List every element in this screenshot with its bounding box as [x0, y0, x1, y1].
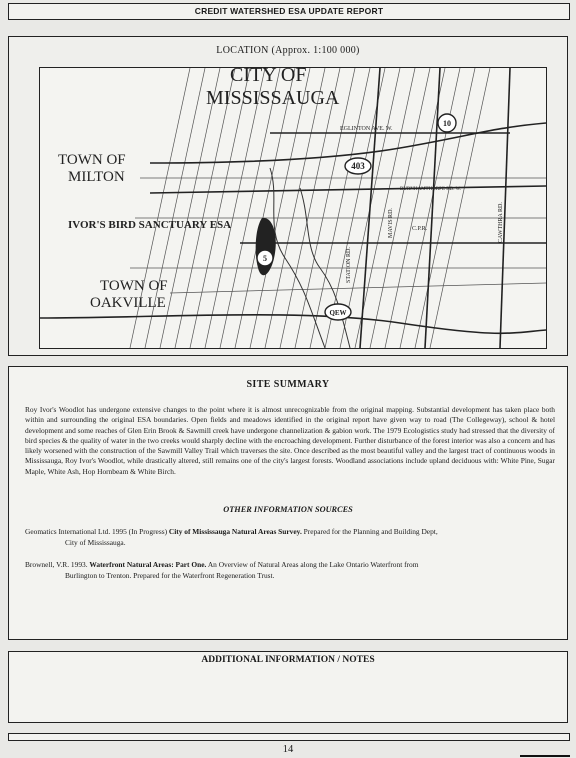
page-number: 14	[282, 744, 294, 755]
road-eglinton-label: EGLINTON AVE. W.	[340, 126, 393, 132]
reference-title: City of Mississauga Natural Areas Survey.	[168, 527, 302, 536]
location-section	[8, 36, 568, 356]
hwy-10-label: 10	[443, 119, 451, 128]
site-summary-title: SITE SUMMARY	[246, 379, 330, 390]
reference-rest: An Overview of Natural Areas along the Lake Ontario Waterfront from	[207, 560, 419, 569]
hwy-5-label: 5	[263, 254, 267, 263]
reference-lead: Geomatics International Ltd. 1995 (In Progress)	[25, 527, 168, 536]
reference-continuation: City of Mississauga.	[65, 537, 126, 547]
reference-item	[25, 527, 555, 548]
oakville-label-line1: TOWN OF	[100, 278, 168, 294]
oakville-label-line2: OAKVILLE	[90, 295, 166, 311]
report-title: CREDIT WATERSHED ESA UPDATE REPORT	[194, 6, 384, 16]
additional-notes-title: ADDITIONAL INFORMATION / NOTES	[201, 655, 375, 665]
corner-mark	[520, 755, 570, 757]
road-cawthra-label: CAWTHRA RD.	[498, 202, 504, 243]
hwy-qew-label: QEW	[329, 309, 347, 317]
other-sources-title: OTHER INFORMATION SOURCES	[223, 505, 353, 514]
road-station-label: STATION RD.	[346, 247, 352, 283]
reference-item	[25, 560, 555, 581]
site-summary-body: Roy Ivor's Woodlot has undergone extensive changes to the point where it is almost unrecognizable from the original mapping. Substantial development has taken place both within and surrounding the original ESA boundaries. Open fields and meadows identified in the original report have given way to road (The Collegeway), school & hotel development and some reaches of Glen Erin Brook & Sawmill creek have undergone channelization & gabion work. The 1979 Ecologistics study had stressed that the diversity of bird species & the quality of water in the two creeks would sharply decline with the encroaching development. Further disturbance of the forest interior was also a concern and has likely worsened with the construction of the Sawmill Valley Trail which traverses the site. Once described as the most beautiful valley and the largest tract of continuous woods in Mississauga, Roy Ivor's Woodlot, while drastically altered, still remains one of the city's largest forests. Woodland associations include upland deciduous with: White Pine, Sugar Maple, White Ash, Hop Hornbeam & White Birch.	[25, 405, 555, 476]
road-cpr-label: C.P.R.	[412, 226, 428, 232]
additional-notes-section	[8, 651, 568, 723]
report-header	[8, 3, 570, 20]
reference-lead: Brownell, V.R. 1993.	[25, 560, 88, 569]
location-map	[39, 67, 547, 349]
city-label-line1: CITY OF	[230, 68, 307, 86]
map-drawing	[40, 68, 546, 348]
reference-continuation: Burlington to Trenton. Prepared for the Waterfront Regeneration Trust.	[65, 570, 275, 580]
city-label-line2: MISSISSAUGA	[206, 87, 340, 109]
road-mavis-label: MAVIS RD.	[388, 208, 394, 238]
milton-label-line2: MILTON	[68, 169, 125, 185]
road-burnhamthorpe-label: BURNHAMTHORPE RD. W.	[400, 187, 462, 192]
hwy-403-label: 403	[351, 161, 365, 171]
milton-label-line1: TOWN OF	[58, 152, 126, 168]
reference-rest: Prepared for the Planning and Building Dept,	[303, 527, 438, 536]
location-title: LOCATION (Approx. 1:100 000)	[216, 45, 360, 56]
sanctuary-label: IVOR'S BIRD SANCTUARY ESA	[68, 219, 232, 231]
reference-title: Waterfront Natural Areas: Part One.	[89, 560, 207, 569]
footer-bar	[8, 733, 570, 741]
site-summary-section	[8, 366, 568, 640]
